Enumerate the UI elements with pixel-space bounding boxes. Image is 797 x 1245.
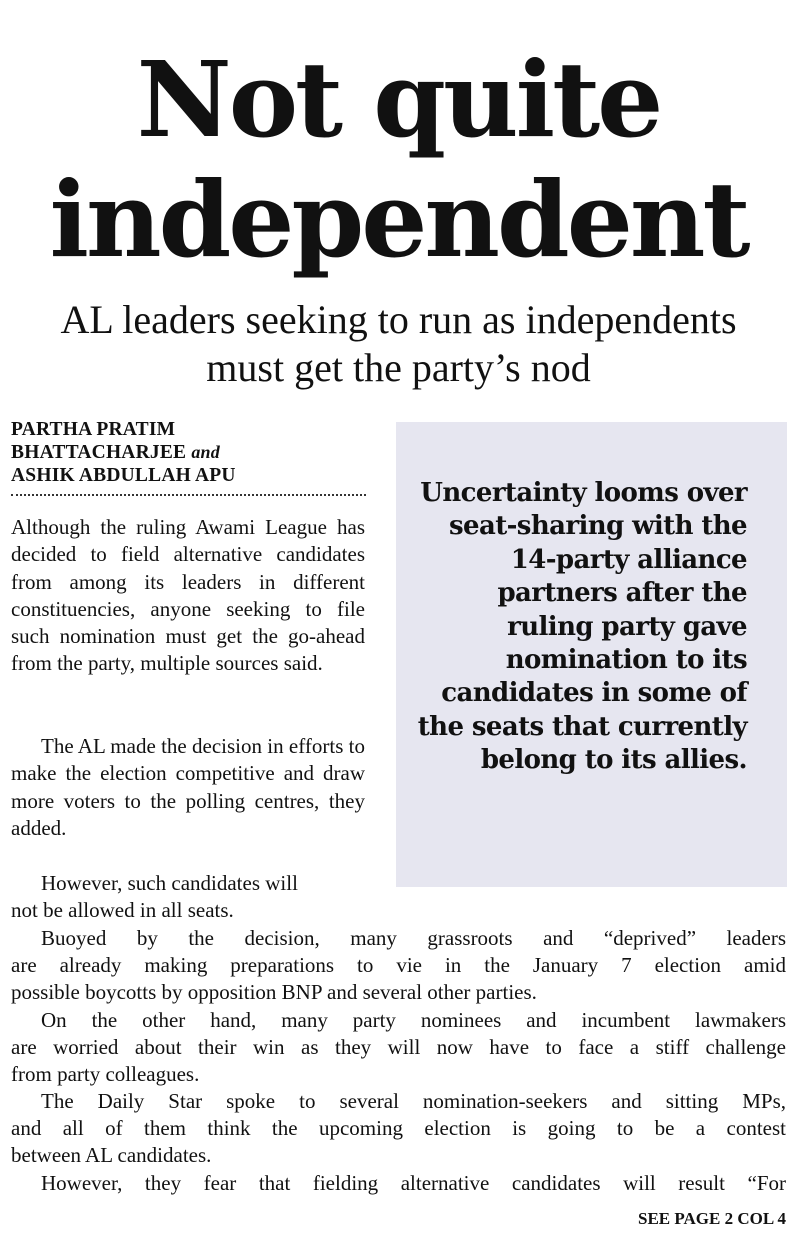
byline-conjunction: and (191, 442, 220, 462)
body-paragraph-6-line-3: between AL candidates. (11, 1143, 212, 1167)
subheadline-line-1: AL leaders seeking to run as independents (60, 297, 737, 342)
body-paragraph-5-line-2: are worried about their win as they will now have to face a stiff challenge (11, 1035, 786, 1059)
body-paragraph-4-line-2: are already making preparations to vie in the January 7 election amid (11, 953, 786, 977)
body-paragraph-4-line-1: Buoyed by the decision, many grassroots and “deprived” leaders (41, 926, 786, 950)
body-paragraph-3-line-2: not be allowed in all seats. (11, 898, 234, 922)
subheadline-line-2: must get the party’s nod (206, 345, 591, 390)
body-paragraph-1: Although the ruling Awami League has decided to field alternative candidates from among its leaders in different constituencies, anyone seeking to file such nomination must get the go-ahead from the party, multiple sources said. (11, 515, 365, 676)
byline-author-1-last: BHATTACHARJEE (11, 442, 187, 463)
body-paragraph-4-line-3: possible boycotts by opposition BNP and several other parties. (11, 980, 537, 1004)
headline-line-1: Not quite (136, 38, 661, 161)
body-paragraph-2: The AL made the decision in efforts to make the election competitive and draw more voters to the polling centres, they added. (11, 734, 365, 840)
jump-line[interactable]: SEE PAGE 2 COL 4 (638, 1209, 786, 1228)
body-paragraph-3-line-1: However, such candidates will (41, 871, 298, 895)
pull-quote: Uncertainty looms over seat-sharing with the 14-party alliance partners after the ruling party gave nomination to its candidates in some of the seats that currently belong to its allies. (417, 478, 747, 776)
body-paragraph-6-line-2: and all of them think the upcoming election is going to be a contest (11, 1116, 786, 1140)
byline-line-2 (11, 441, 371, 464)
headline-line-2: independent (49, 158, 748, 281)
body-paragraph-6-line-1: The Daily Star spoke to several nomination-seekers and sitting MPs, (41, 1089, 786, 1113)
byline-divider (11, 494, 366, 496)
byline-author-2: ASHIK ABDULLAH APU (11, 465, 236, 486)
body-paragraph-5-line-3: from party colleagues. (11, 1062, 200, 1086)
body-paragraph-5-line-1: On the other hand, many party nominees and incumbent lawmakers (41, 1008, 786, 1032)
byline-author-1-first: PARTHA PRATIM (11, 419, 176, 440)
body-paragraph-7-line-1: However, they fear that fielding alternative candidates will result “For (41, 1171, 786, 1195)
